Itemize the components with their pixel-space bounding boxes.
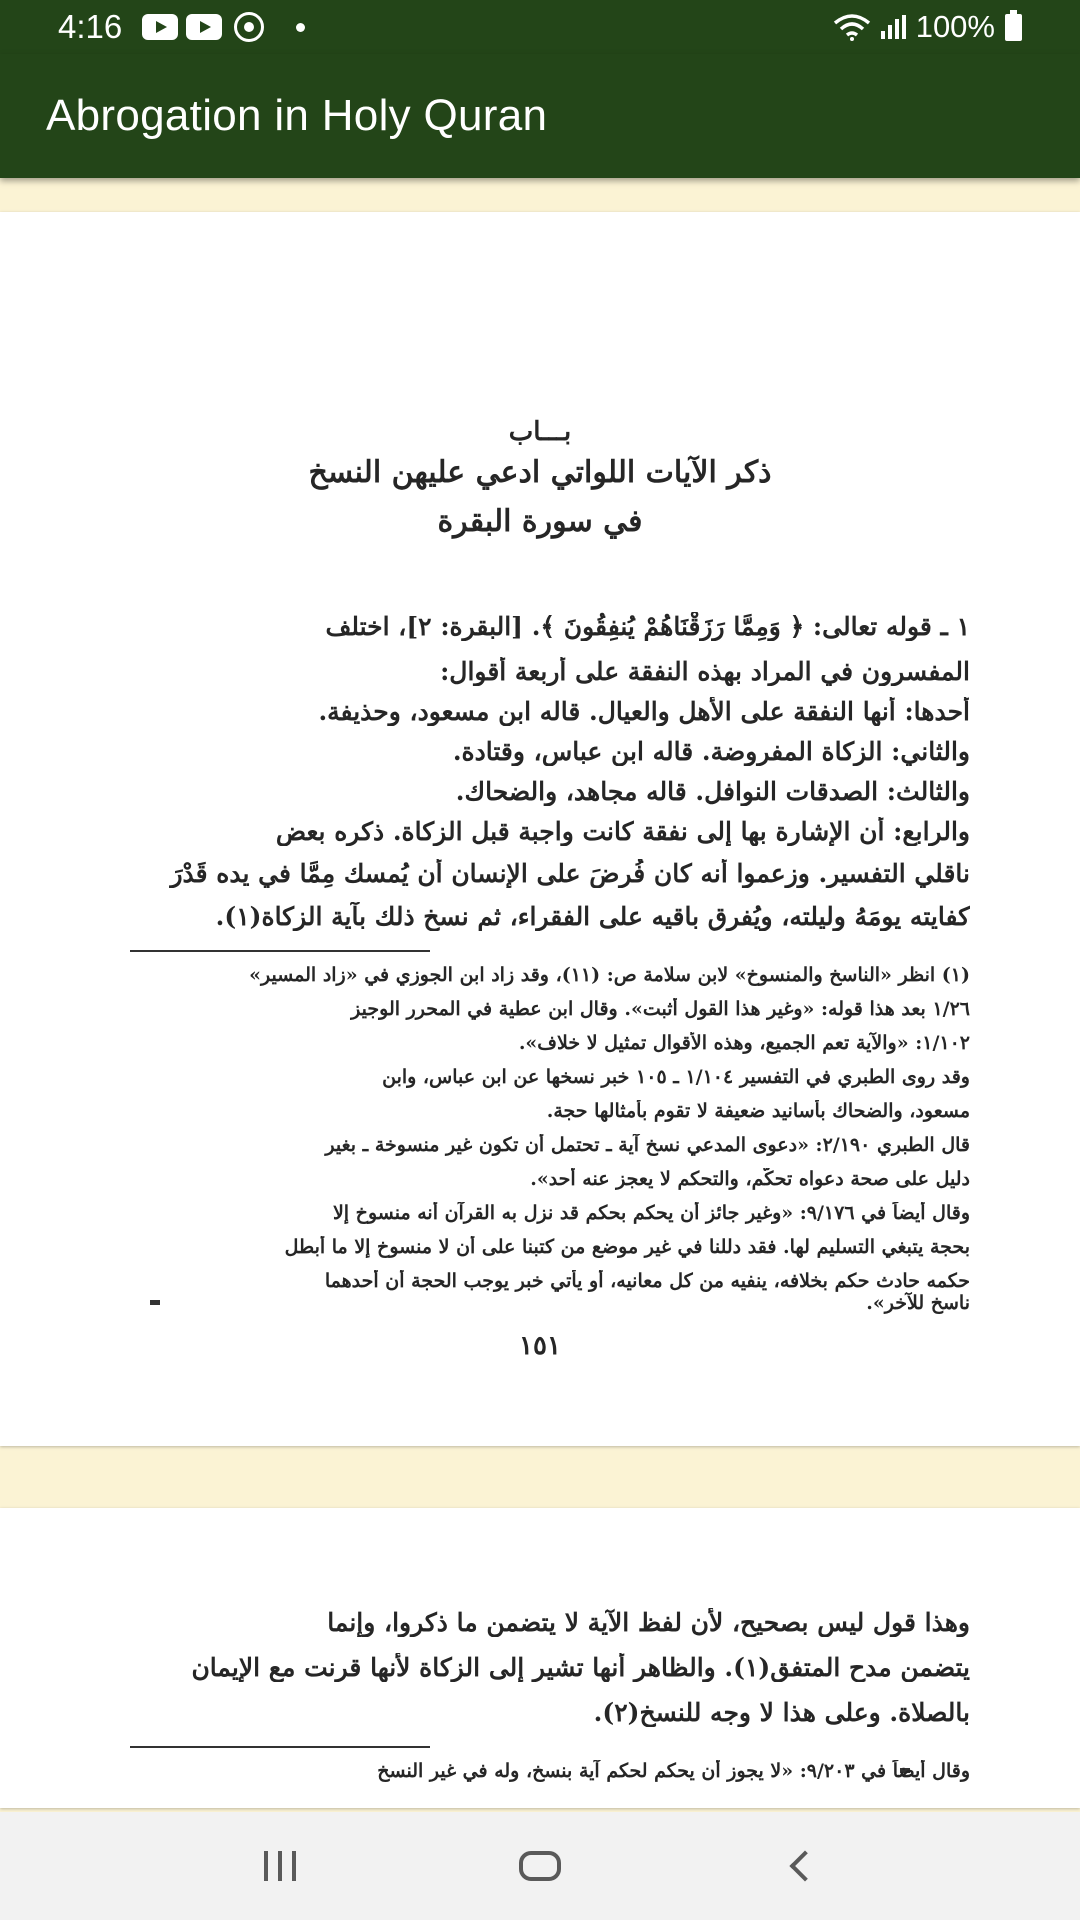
body-line: أحدها: أنها النفقة على الأهل والعيال. قاله ابن مسعود، وحذيفة.: [318, 697, 970, 726]
app-title: Abrogation in Holy Quran: [46, 91, 548, 140]
footnote-divider: [130, 1746, 430, 1748]
body-line: ناقلي التفسير. وزعموا أنه كان فُرِضَ على الإنسان أن يُمسك مِمَّا في يده قَدْرَ: [170, 859, 970, 888]
status-icons-left: [142, 12, 305, 42]
footnote-line: ١/١٠٢: «والآية تعم الجميع، وهذه الأقوال تمثيل لا خلاف».: [518, 1032, 970, 1054]
chapter-label: بـــاب: [508, 417, 572, 447]
youtube-icon: [142, 14, 178, 40]
page-number: ١٥١: [519, 1331, 561, 1361]
battery-icon: [1005, 14, 1022, 41]
body-line: والثاني: الزكاة المفروضة. قاله ابن عباس، وقتادة.: [452, 737, 970, 766]
back-button[interactable]: [760, 1836, 840, 1896]
app-bar: [0, 54, 1080, 178]
home-button[interactable]: [500, 1836, 580, 1896]
body-line: والرابع: أن الإشارة بها إلى نفقة كانت واجبة قبل الزكاة. ذكره بعض: [275, 817, 970, 846]
signal-icon: [881, 15, 906, 39]
document-page-2[interactable]: [0, 1508, 1080, 1808]
body-line: يتضمن مدح المتفق(١). والظاهر أنها تشير إلى الزكاة لأنها قرنت مع الإيمان: [191, 1653, 970, 1682]
body-line: ١ ـ قوله تعالى: ﴿ وَمِمَّا رَزَقْنَاهُمْ يُنفِقُونَ ﴾. [البقرة: ٢]، اختلف: [325, 612, 970, 641]
footnote-line: ناسخ للآخر».: [866, 1292, 970, 1314]
footnote-line: دليل على صحة دعواه تحكُّم، والتحكم لا يعجز عنه أحد».: [530, 1168, 970, 1190]
recents-button[interactable]: [240, 1836, 320, 1896]
status-bar: [0, 0, 1080, 54]
footnote-line: بحجة يتبغي التسليم لها. فقد دللنا في غير موضع من كتبنا على أن لا منسوخ إلا ما أبطل: [284, 1236, 970, 1258]
body-line: كفايته يومَهُ وليلته، ويُفرق باقيه على الفقراء، ثم نسخ ذلك بآية الزكاة(١).: [215, 902, 970, 931]
footnote-line: مسعود، والضحاك بأسانيد ضعيفة لا تقوم بأمثالها حجة.: [546, 1100, 970, 1122]
status-time: 4:16: [58, 8, 123, 45]
wifi-icon: [833, 13, 871, 41]
body-line: بالصلاة. وعلى هذا لا وجه للنسخ(٢).: [593, 1698, 970, 1727]
notification-dot-icon: [296, 23, 305, 32]
footnote-line: حكمه حادث حكم بخلافه، ينفيه من كل معانيه، أو يأتي خبر يوجب الحجة أن أحدهما: [324, 1270, 970, 1292]
body-line: وهذا قول ليس بصحيح، لأن لفظ الآية لا يتضمن ما ذكروا، وإنما: [327, 1608, 970, 1637]
body-line: والثالث: الصدقات النوافل. قاله مجاهد، والضحاك.: [455, 777, 970, 806]
youtube-icon: [186, 14, 222, 40]
recents-icon: [264, 1851, 296, 1881]
status-icons-right: [833, 9, 1022, 45]
home-icon: [519, 1851, 561, 1881]
footnote-line: (١) انظر «الناسخ والمنسوخ» لابن سلامة ص: (١١)، وقد زاد ابن الجوزي في «زاد المسير»: [249, 964, 970, 986]
bullet-mark: [150, 1300, 160, 1305]
footnote-line: قال الطبري ٢/١٩٠: «دعوى المدعي نسخ آية ـ تحتمل أن تكون غير منسوخة ـ بغير: [325, 1134, 970, 1156]
document-page-1[interactable]: [0, 212, 1080, 1446]
footnote-line: وقال أيضاً في ٩/٢٠٣: «لا يجوز أن يحكم لحكم آية بنسخ، وله في غير النسخ: [377, 1760, 970, 1782]
body-line: المفسرون في المراد بهذه النفقة على أربعة أقوال:: [440, 657, 970, 686]
navigation-bar: [0, 1812, 1080, 1920]
chapter-subtitle: في سورة البقرة: [437, 504, 643, 539]
battery-percentage: 100%: [915, 9, 995, 44]
footnote-line: وقال أيضاً في ٩/١٧٦: «وغير جائز أن يحكم بحكم قد نزل به القرآن أنه منسوخ إلا: [332, 1202, 970, 1224]
footnote-line: ١/٢٦ بعد هذا قوله: «وغير هذا القول أثبت». وقال ابن عطية في المحرر الوجيز: [351, 998, 970, 1020]
back-icon: [789, 1850, 820, 1881]
chapter-title: ذكر الآيات اللواتي ادعي عليهن النسخ: [308, 455, 772, 490]
eye-icon: [234, 12, 264, 42]
footnote-line: وقد روى الطبري في التفسير ١/١٠٤ ـ ١٠٥ خبر نسخها عن ابن عباس، وابن: [382, 1066, 970, 1088]
footnote-divider: [130, 950, 430, 952]
